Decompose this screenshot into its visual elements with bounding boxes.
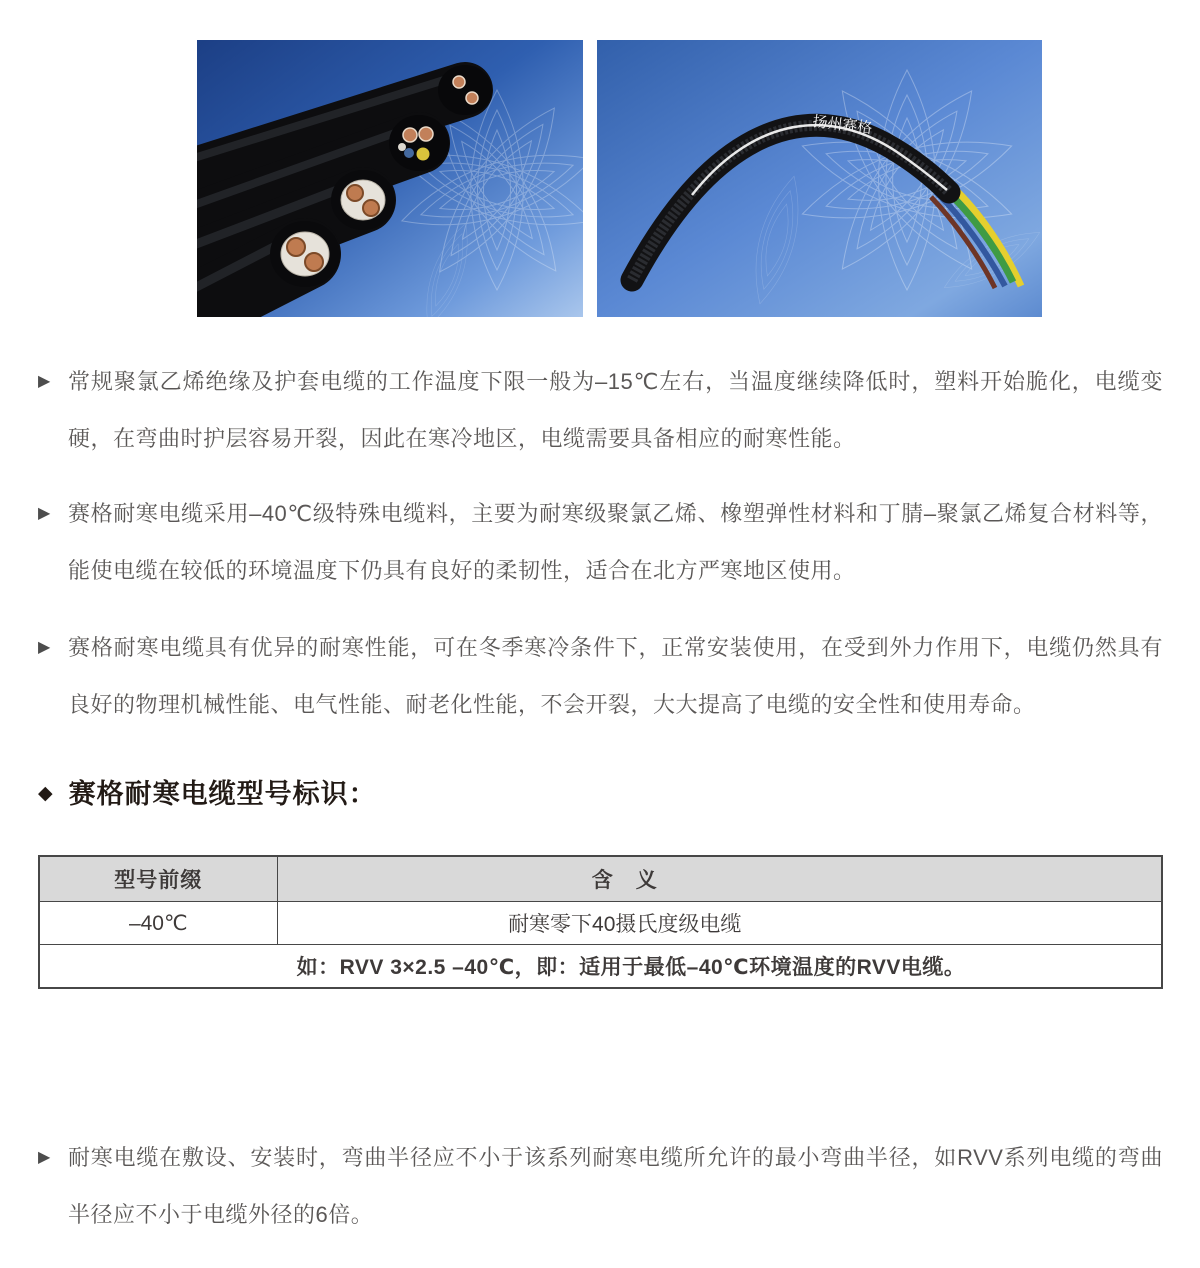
bullet-paragraph-4 bbox=[38, 1129, 1163, 1243]
bent-cable-illustration bbox=[597, 40, 1042, 317]
paragraph-text: 赛格耐寒电缆具有优异的耐寒性能，可在冬季寒冷条件下，正常安装使用，在受到外力作用下，电缆仍然具有良好的物理机械性能、电气性能、耐老化性能，不会开裂，大大提高了电缆的安全性和使用寿命。 bbox=[68, 635, 1163, 717]
table-header-row bbox=[39, 856, 1162, 902]
cell-example: 如：RVV 3×2.5 –40℃，即：适用于最低–40℃环境温度的RVV电缆。 bbox=[39, 945, 1162, 989]
section-heading-text: 赛格耐寒电缆型号标识： bbox=[68, 779, 377, 809]
bullet-paragraph-3 bbox=[38, 619, 1163, 733]
bullet-paragraph-1 bbox=[38, 353, 1163, 467]
cable-cross-sections-illustration bbox=[197, 40, 583, 317]
cell-prefix: –40℃ bbox=[39, 902, 277, 945]
triangle-bullet-icon: ▶ bbox=[38, 505, 51, 522]
cable-brand-label: 扬州赛格 bbox=[811, 113, 874, 138]
text-content bbox=[38, 353, 1163, 1243]
product-photos-row bbox=[0, 0, 1200, 317]
product-photo-bent-cable bbox=[597, 40, 1042, 317]
triangle-bullet-icon: ▶ bbox=[38, 373, 51, 390]
cell-meaning: 耐寒零下40摄氏度级电缆 bbox=[277, 902, 1162, 945]
section-heading bbox=[38, 777, 1163, 811]
table-example-row bbox=[39, 945, 1162, 989]
paragraph-text: 赛格耐寒电缆采用–40℃级特殊电缆料，主要为耐寒级聚氯乙烯、橡塑弹性材料和丁腈–聚氯乙烯复合材料等，能使电缆在较低的环境温度下仍具有良好的柔韧性，适合在北方严寒地区使用。 bbox=[68, 501, 1163, 583]
paragraph-text: 耐寒电缆在敷设、安装时，弯曲半径应不小于该系列耐寒电缆所允许的最小弯曲半径，如RVV系列电缆的弯曲半径应不小于电缆外径的6倍。 bbox=[68, 1145, 1163, 1227]
paragraph-text: 常规聚氯乙烯绝缘及护套电缆的工作温度下限一般为–15℃左右，当温度继续降低时，塑料开始脆化，电缆变硬，在弯曲时护层容易开裂，因此在寒冷地区，电缆需要具备相应的耐寒性能。 bbox=[68, 369, 1163, 451]
bullet-paragraph-2 bbox=[38, 485, 1163, 599]
triangle-bullet-icon: ▶ bbox=[38, 1149, 51, 1166]
triangle-bullet-icon: ▶ bbox=[38, 639, 51, 656]
diamond-icon: ◆ bbox=[38, 783, 54, 804]
model-prefix-table bbox=[38, 855, 1163, 989]
photo-background bbox=[597, 40, 1042, 317]
table-row bbox=[39, 902, 1162, 945]
header-meaning: 含 义 bbox=[277, 856, 1162, 902]
product-photo-cable-cross-sections bbox=[197, 40, 583, 317]
header-model-prefix: 型号前缀 bbox=[39, 856, 277, 902]
